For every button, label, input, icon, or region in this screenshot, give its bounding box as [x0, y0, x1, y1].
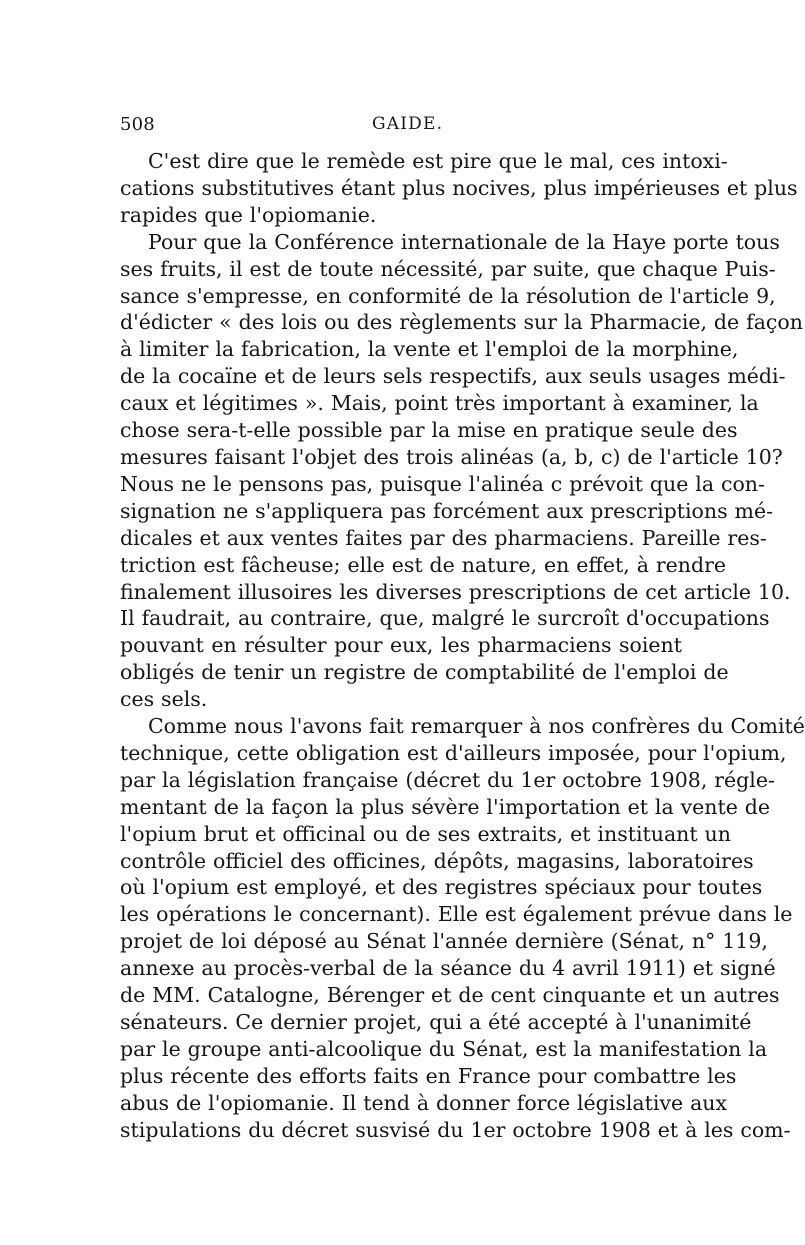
text-line: plus récente des efforts faits en France pour combattre les: [120, 1063, 737, 1088]
text-line: mesures faisant l'objet des trois alinéas (a, b, c) de l'article 10?: [120, 444, 783, 469]
text-line: C'est dire que le remède est pire que le mal, ces intoxi-: [148, 149, 728, 173]
text-line: rapides que l'opiomanie.: [120, 202, 377, 227]
text-line: Il faudrait, au contraire, que, malgré le surcroît d'occupations: [120, 606, 770, 631]
text-line: Pour que la Conférence internationale de la Haye porte tous: [148, 229, 780, 254]
text-line: stipulations du décret susvisé du 1er octobre 1908 et à les com-: [120, 1117, 791, 1142]
text-line: signation ne s'appliquera pas forcément aux prescriptions mé-: [120, 498, 774, 523]
text-line: sénateurs. Ce dernier projet, qui a été accepté à l'unanimité: [120, 1010, 752, 1034]
text-line: caux et légitimes ». Mais, point très important à examiner, la: [120, 391, 759, 416]
page-number: 508: [120, 114, 155, 135]
text-line: mentant de la façon la plus sévère l'importation et la vente de: [120, 794, 771, 819]
text-line: projet de loi déposé au Sénat l'année dernière (Sénat, n° 119,: [120, 929, 768, 954]
text-line: cations substitutives étant plus nocives, plus impérieuses et plus: [120, 175, 798, 200]
text-line: de MM. Catalogne, Bérenger et de cent cinquante et un autres: [120, 983, 780, 1008]
text-line: Nous ne le pensons pas, puisque l'alinéa c prévoit que la con-: [120, 471, 765, 496]
text-line: d'édicter « des lois ou des règlements sur la Pharmacie, de façon: [120, 310, 803, 335]
text-line: dicales et aux ventes faites par des pharmaciens. Pareille res-: [120, 525, 767, 550]
text-line: à limiter la fabrication, la vente et l'emploi de la morphine,: [120, 337, 739, 362]
text-line: les opérations le concernant). Elle est également prévue dans le: [120, 902, 793, 927]
text-line: de la cocaïne et de leurs sels respectifs, aux seuls usages médi-: [120, 364, 786, 389]
text-line: obligés de tenir un registre de comptabilité de l'emploi de: [120, 660, 729, 685]
text-line: Comme nous l'avons fait remarquer à nos confrères du Comité: [148, 714, 805, 739]
text-line: par le groupe anti-alcoolique du Sénat, est la manifestation la: [120, 1036, 768, 1061]
text-line: annexe au procès-verbal de la séance du 4 avril 1911) et signé: [120, 956, 776, 981]
text-line: contrôle officiel des officines, dépôts, magasins, laboratoires: [120, 848, 754, 873]
text-line: triction est fâcheuse; elle est de nature, en effet, à rendre: [120, 552, 727, 577]
body-text: [120, 148, 805, 1144]
page-header: [120, 114, 682, 140]
text-line: sance s'empresse, en conformité de la résolution de l'article 9,: [120, 283, 776, 308]
text-line: pouvant en résulter pour eux, les pharmaciens soient: [120, 633, 682, 658]
text-line: où l'opium est employé, et des registres spéciaux pour toutes: [120, 875, 763, 900]
text-line: ces sels.: [120, 687, 208, 712]
text-line: ses fruits, il est de toute nécessité, par suite, que chaque Puis-: [120, 256, 776, 281]
running-title: GAIDE.: [372, 114, 444, 134]
text-line: l'opium brut et officinal ou de ses extraits, et instituant un: [120, 821, 731, 846]
text-line: abus de l'opiomanie. Il tend à donner force législative aux: [120, 1090, 728, 1115]
text-line: finalement illusoires les diverses prescriptions de cet article 10.: [120, 579, 791, 604]
text-line: par la législation française (décret du 1er octobre 1908, régle-: [120, 767, 775, 792]
text-line: technique, cette obligation est d'ailleurs imposée, pour l'opium,: [120, 740, 787, 765]
text-line: chose sera-t-elle possible par la mise en pratique seule des: [120, 418, 738, 443]
